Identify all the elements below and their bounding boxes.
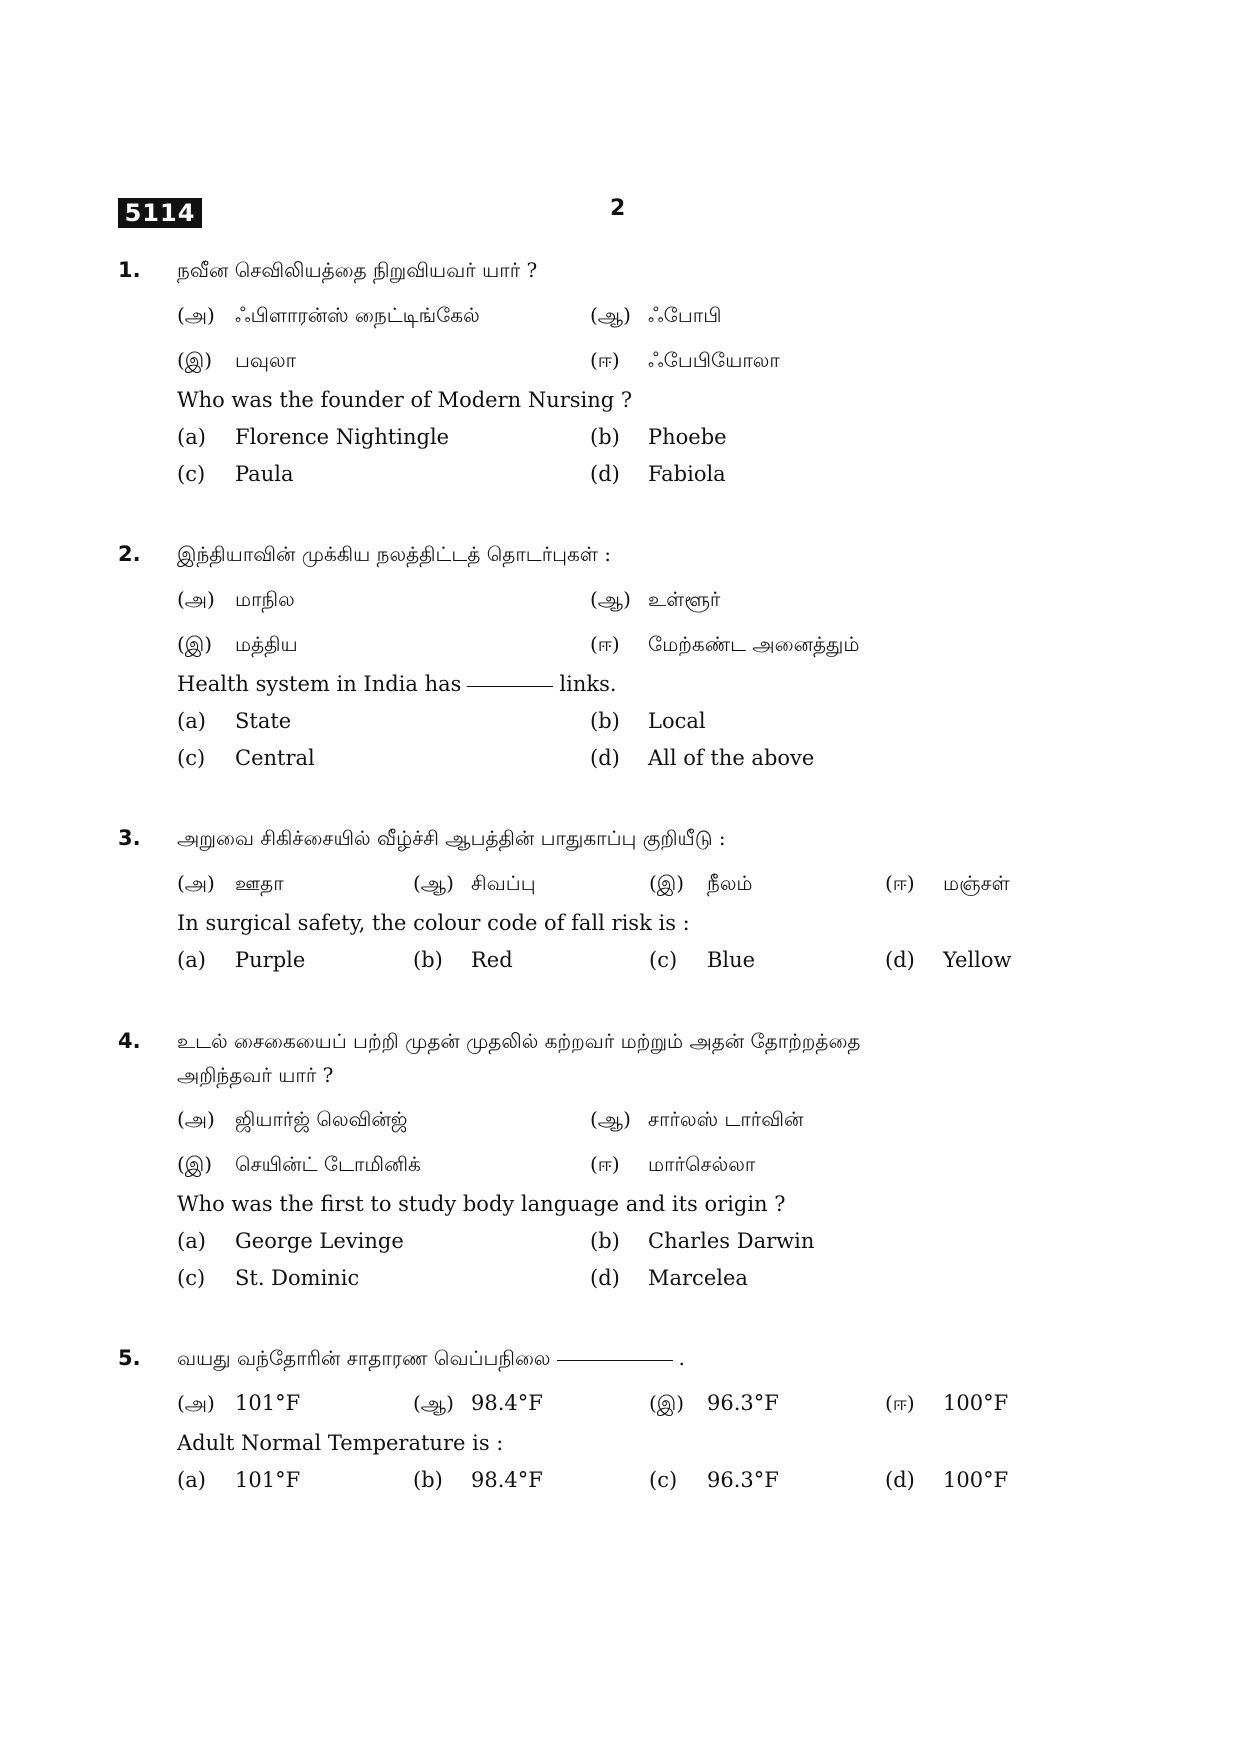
question-number: 5. [118,1346,141,1370]
question-english: In surgical safety, the colour code of fall risk is : [177,911,690,935]
option-english: (c) Paula [177,462,294,486]
option-english: (b) Phoebe [590,425,727,449]
option-tamil: (ஈ) மஞ்சள் [885,871,1010,895]
option-tamil: (ஈ) ஃபேபியோலா [590,348,780,372]
option-english: (b) Red [413,948,513,972]
question-number: 1. [118,258,141,282]
option-tamil: (அ) 101°F [177,1391,301,1415]
option-tamil: (ஆ) ஃபோபி [590,303,722,327]
option-tamil: (அ) ஃபிளாரன்ஸ் நைட்டிங்கேல் [177,303,480,327]
option-english: (a) Florence Nightingle [177,425,450,449]
option-english: (a) State [177,709,292,733]
question-english: Health system in India has links. [177,672,617,696]
page-number: 2 [610,196,626,221]
option-english: (c) 96.3°F [649,1468,779,1492]
question-tamil: இந்தியாவின் முக்கிய நலத்திட்டத் தொடர்புகள் : [177,542,611,566]
answer-blank [467,685,553,687]
option-english: (d) Yellow [885,948,1012,972]
option-tamil: (இ) செயின்ட் டோமினிக் [177,1152,421,1176]
option-english: (b) Local [590,709,706,733]
option-english: (a) George Levinge [177,1229,404,1253]
question-english: Who was the founder of Modern Nursing ? [177,388,633,412]
question-number: 2. [118,542,141,566]
question-number: 4. [118,1029,141,1053]
question-tamil: வயது வந்தோரின் சாதாரண வெப்பநிலை . [177,1346,685,1370]
question-english: Who was the first to study body language and its origin ? [177,1192,786,1216]
question-number: 3. [118,826,141,850]
option-english: (d) 100°F [885,1468,1009,1492]
option-tamil: (ஆ) உள்ளூர் [590,587,721,611]
option-english: (d) Marcelea [590,1266,748,1290]
option-english: (c) Blue [649,948,756,972]
option-english: (d) Fabiola [590,462,726,486]
question-tamil-continued: அறிந்தவர் யார் ? [177,1063,334,1087]
option-english: (a) Purple [177,948,306,972]
question-tamil: நவீன செவிலியத்தை நிறுவியவர் யார் ? [177,258,538,282]
question-tamil: உடல் சைகையைப் பற்றி முதன் முதலில் கற்றவர் மற்றும் அதன் தோற்றத்தை [177,1029,861,1053]
option-english: (c) Central [177,746,315,770]
option-english: (c) St. Dominic [177,1266,360,1290]
option-tamil: (ஆ) சிவப்பு [413,871,536,895]
option-tamil: (இ) மத்திய [177,632,298,656]
option-tamil: (இ) நீலம் [649,871,753,895]
option-english: (b) 98.4°F [413,1468,543,1492]
option-english: (d) All of the above [590,746,815,770]
option-english: (a) 101°F [177,1468,301,1492]
option-tamil: (இ) 96.3°F [649,1391,779,1415]
option-tamil: (ஆ) 98.4°F [413,1391,543,1415]
option-tamil: (அ) ஊதா [177,871,284,895]
option-tamil: (அ) மாநில [177,587,295,611]
option-tamil: (இ) பவுலா [177,348,297,372]
paper-code-badge: 5114 [118,198,202,228]
option-tamil: (ஆ) சார்லஸ் டார்வின் [590,1107,804,1131]
option-tamil: (அ) ஜியார்ஜ் லெவின்ஜ் [177,1107,408,1131]
answer-blank [557,1359,673,1361]
option-english: (b) Charles Darwin [590,1229,815,1253]
question-tamil: அறுவை சிகிச்சையில் வீழ்ச்சி ஆபத்தின் பாதுகாப்பு குறியீடு : [177,826,726,850]
question-english: Adult Normal Temperature is : [177,1431,504,1455]
option-tamil: (ஈ) 100°F [885,1391,1009,1415]
option-tamil: (ஈ) மேற்கண்ட அனைத்தும் [590,632,860,656]
option-tamil: (ஈ) மார்செல்லா [590,1152,756,1176]
